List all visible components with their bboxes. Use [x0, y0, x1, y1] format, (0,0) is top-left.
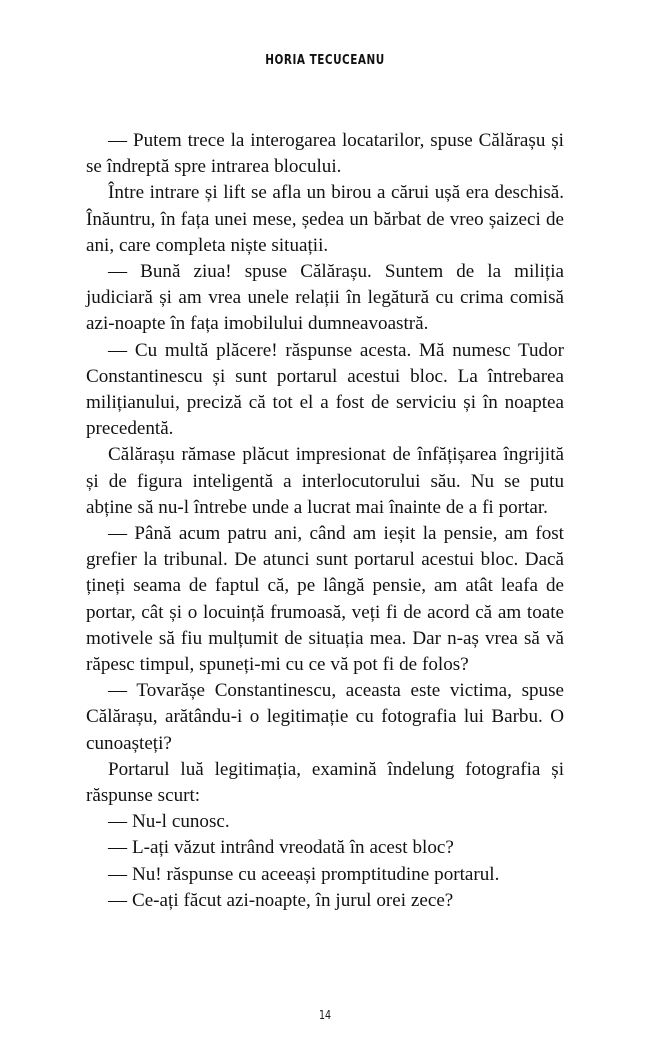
paragraph: — Ce-ați făcut azi-noapte, în jurul orei zece?: [108, 889, 454, 911]
paragraph: — Cu multă plăcere! răspunse acesta. Mă numesc Tudor Constantinescu și sunt portarul acestui bloc. La întrebarea milițianului, preciză că tot el a fost de serviciu și în noaptea precedentă.: [86, 339, 564, 440]
paragraph: — Nu-l cunosc.: [108, 811, 230, 833]
paragraph: Călărașu rămase plăcut impresionat de înfățișarea îngrijită și de figura inteligentă a interlocutorului său. Nu se putu abține să nu-l întrebe unde a lucrat mai înainte de a fi portar.: [86, 444, 564, 518]
paragraph: Între intrare și lift se afla un birou a cărui ușă era deschisă. Înăuntru, în fața unei mese, ședea un bărbat de vreo șaizeci de ani, care completa niște situații.: [86, 182, 564, 256]
paragraph: — Putem trece la interogarea locatarilor, spuse Călărașu și se îndreptă spre intrarea blocului.: [86, 130, 564, 178]
paragraph: Portarul luă legitimația, examină îndelung fotografia și răspunse scurt:: [86, 758, 564, 807]
running-head: HORIA TECUCEANU: [265, 52, 385, 68]
body-text-block: [86, 128, 564, 914]
page-number: 14: [318, 1008, 332, 1022]
paragraph: — L-ați văzut intrând vreodată în acest bloc?: [108, 837, 454, 859]
paragraph: — Până acum patru ani, când am ieșit la pensie, am fost grefier la tribunal. De atunci sunt portarul acestui bloc. Dacă țineți seama de faptul că, pe lângă pensie, am atât leafa de portar, cât și o locuință frumoasă, veți fi de acord că am toate motivele să fiu mulțumit de situația mea. Dar n-aș vrea să vă răpesc timpul, spuneți-mi cu ce vă pot fi de folos?: [86, 523, 564, 676]
paragraph: — Nu! răspunse cu aceeași promptitudine portarul.: [108, 863, 500, 885]
paragraph: — Tovarășe Constantinescu, aceasta este victima, spuse Călărașu, arătându-i o legitimație cu fotografia lui Barbu. O cunoașteți?: [86, 680, 564, 754]
paragraph: — Bună ziua! spuse Călărașu. Suntem de la miliția judiciară și am vrea unele relații în legătură cu crima comisă azi-noapte în fața imobilului dumneavoastră.: [86, 261, 564, 335]
